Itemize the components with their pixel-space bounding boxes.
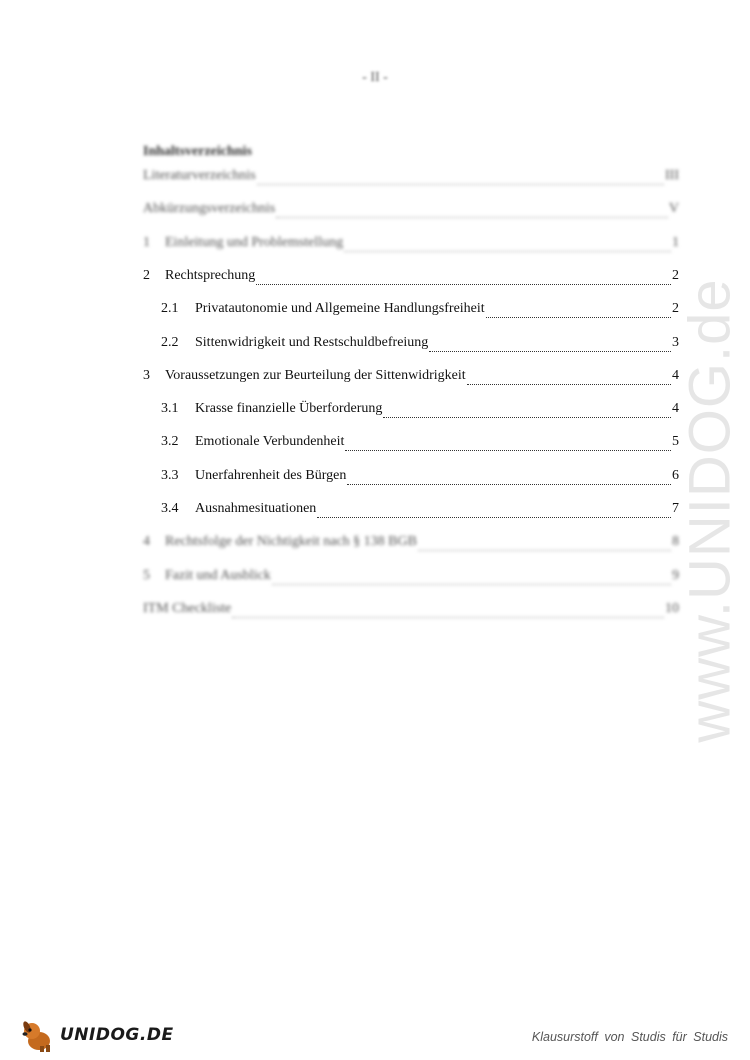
- toc-entry-number: 5: [143, 568, 150, 583]
- toc-title: Inhaltsverzeichnis: [143, 144, 252, 159]
- toc-entry-page: 5: [672, 434, 679, 449]
- toc-entry-page: 10: [665, 601, 679, 616]
- dot-leader: [344, 250, 671, 252]
- dot-leader: [276, 216, 668, 218]
- toc-entry-title: Ausnahmesituationen: [195, 501, 317, 516]
- dot-leader: [467, 383, 671, 385]
- toc-entry: [161, 501, 679, 523]
- toc-entry-page: III: [665, 168, 679, 183]
- toc-entry: [161, 434, 679, 456]
- toc-entry-page: 2: [672, 268, 679, 283]
- dot-leader: [232, 616, 664, 618]
- toc-entry: [143, 201, 679, 223]
- toc-entry-title: Krasse finanzielle Überforderung: [195, 401, 383, 416]
- toc-entry: [143, 268, 679, 290]
- toc-entry-number: 2.1: [161, 301, 179, 316]
- toc-entry-page: 7: [672, 501, 679, 516]
- toc-entry-number: 3.3: [161, 468, 179, 483]
- toc-entry-page: 1: [672, 235, 679, 250]
- watermark-text: www.UNIDOG.de: [677, 277, 743, 743]
- toc-entry-title: Literaturverzeichnis: [143, 168, 256, 183]
- toc-entry-title: Sittenwidrigkeit und Restschuldbefreiung: [195, 335, 429, 350]
- page-number: - II -: [362, 70, 388, 85]
- dot-leader: [347, 483, 671, 485]
- dot-leader: [418, 549, 671, 551]
- toc-entry: [161, 335, 679, 357]
- logo-text: UNIDOG.DE: [60, 1025, 174, 1045]
- toc-entry: [143, 235, 679, 257]
- toc-entry-title: Unerfahrenheit des Bürgen: [195, 468, 347, 483]
- toc-entry-title: Rechtsprechung: [165, 268, 256, 283]
- toc-entry-number: 3: [143, 368, 150, 383]
- dot-leader: [257, 183, 664, 185]
- toc-entry: [161, 301, 679, 323]
- toc-entry-page: 6: [672, 468, 679, 483]
- toc-entry-page: 3: [672, 335, 679, 350]
- dot-leader: [486, 316, 671, 318]
- dot-leader: [383, 416, 671, 418]
- toc-entry: [143, 568, 679, 590]
- toc-entry-title: Einleitung und Problemstellung: [165, 235, 344, 250]
- toc-entry-title: Voraussetzungen zur Beurteilung der Sittenwidrigkeit: [165, 368, 466, 383]
- toc-entry-page: 4: [672, 401, 679, 416]
- toc-entry-page: 2: [672, 301, 679, 316]
- toc-entry-number: 3.1: [161, 401, 179, 416]
- toc-entry-title: Emotionale Verbundenheit: [195, 434, 345, 449]
- toc-entry-page: 8: [672, 534, 679, 549]
- toc-entry-number: 2: [143, 268, 150, 283]
- toc-entry-number: 1: [143, 235, 150, 250]
- toc-entry-title: Abkürzungsverzeichnis: [143, 201, 276, 216]
- toc-entry-title: ITM Checkliste: [143, 601, 232, 616]
- dog-mascot-icon: [20, 1017, 56, 1053]
- dot-leader: [272, 583, 671, 585]
- toc-entry-number: 3.4: [161, 501, 179, 516]
- footer-tagline: Klausurstoff von Studis für Studis: [531, 1030, 728, 1044]
- toc-entry-page: V: [668, 201, 679, 216]
- toc-entry: [143, 368, 679, 390]
- toc-entry-number: 2.2: [161, 335, 179, 350]
- dot-leader: [429, 350, 671, 352]
- toc-entry: [143, 534, 679, 556]
- toc-entry-page: 4: [672, 368, 679, 383]
- dot-leader: [345, 449, 671, 451]
- dot-leader: [317, 516, 671, 518]
- toc-entry-title: Rechtsfolge der Nichtigkeit nach § 138 BGB: [165, 534, 417, 549]
- unidog-logo: [20, 1015, 174, 1055]
- toc-entry: [143, 601, 679, 623]
- toc-entry-page: 9: [672, 568, 679, 583]
- toc-entry: [161, 401, 679, 423]
- toc-entry-number: 4: [143, 534, 150, 549]
- toc-entry-title: Fazit und Ausblick: [165, 568, 271, 583]
- toc-entry: [143, 168, 679, 190]
- toc-entry: [161, 468, 679, 490]
- toc-entry-number: 3.2: [161, 434, 179, 449]
- dot-leader: [256, 283, 671, 285]
- toc-entry-title: Privatautonomie und Allgemeine Handlungsfreiheit: [195, 301, 485, 316]
- watermark: [660, 260, 750, 760]
